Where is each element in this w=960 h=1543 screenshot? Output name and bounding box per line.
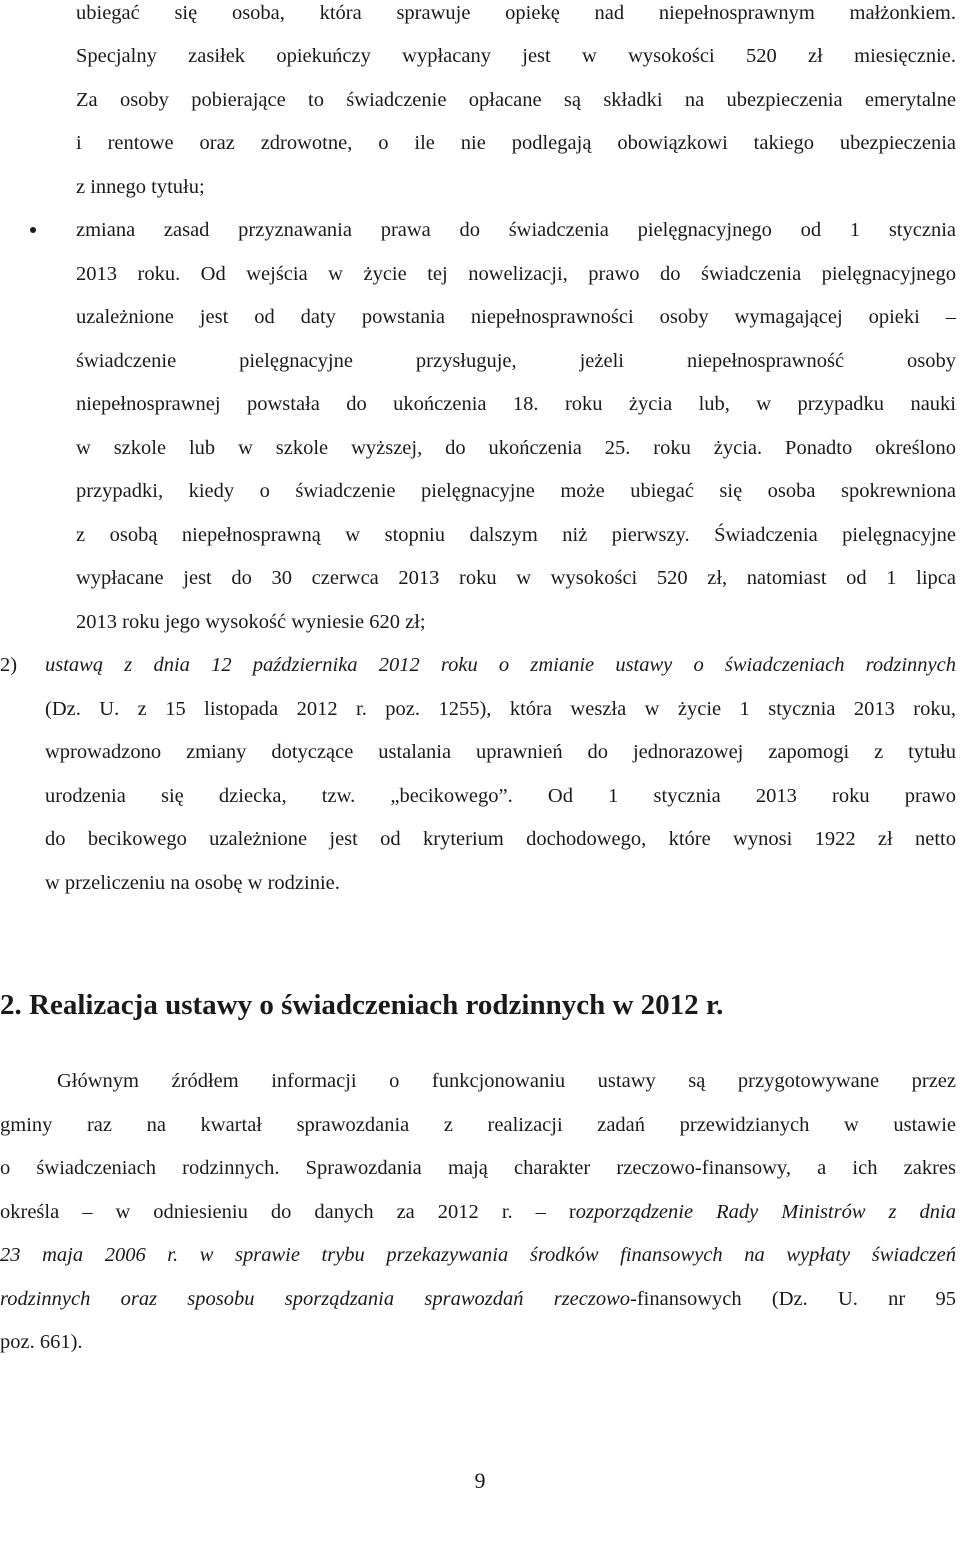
italic-span: rodzinnych oraz sposobu sporządzania sprawozdań rzeczowo bbox=[0, 1288, 631, 1310]
list-number: 2) bbox=[0, 654, 18, 676]
text-line: w szkole lub w szkole wyższej, do ukończenia 25. roku życia. Ponadto określono bbox=[76, 437, 956, 459]
text-line: poz. 661). bbox=[0, 1331, 83, 1353]
text-line: w przeliczeniu na osobę w rodzinie. bbox=[45, 872, 340, 894]
text-line: niepełnosprawnej powstała do ukończenia 18. roku życia lub, w przypadku nauki bbox=[76, 393, 956, 415]
text-line: do becikowego uzależnione jest od kryterium dochodowego, które wynosi 1922 zł netto bbox=[45, 828, 956, 850]
section-heading: 2. Realizacja ustawy o świadczeniach rodzinnych w 2012 r. bbox=[0, 989, 724, 1021]
text-line: przypadki, kiedy o świadczenie pielęgnacyjne może ubiegać się osoba spokrewniona bbox=[76, 480, 956, 502]
text-line: urodzenia się dziecka, tzw. „becikowego”. Od 1 stycznia 2013 roku prawo bbox=[45, 785, 956, 807]
text-line: 2013 roku. Od wejścia w życie tej nowelizacji, prawo do świadczenia pielęgnacyjnego bbox=[76, 263, 956, 285]
text-span: określa – w odniesieniu do danych za 2012 r. – r bbox=[0, 1201, 576, 1223]
text-line: uzależnione jest od daty powstania niepełnosprawności osoby wymagającej opieki – bbox=[76, 306, 956, 328]
text-line: z innego tytułu; bbox=[76, 176, 205, 198]
text-line: 2013 roku jego wysokość wyniesie 620 zł; bbox=[76, 611, 426, 633]
text-line: (Dz. U. z 15 listopada 2012 r. poz. 1255), która weszła w życie 1 stycznia 2013 roku, bbox=[45, 698, 956, 720]
bullet-icon bbox=[30, 227, 36, 233]
text-line: Głównym źródłem informacji o funkcjonowaniu ustawy są przygotowywane przez bbox=[57, 1070, 956, 1092]
text-line: Specjalny zasiłek opiekuńczy wypłacany jest w wysokości 520 zł miesięcznie. bbox=[76, 45, 956, 67]
text-line: gminy raz na kwartał sprawozdania z realizacji zadań przewidzianych w ustawie bbox=[0, 1114, 956, 1136]
italic-span: ozporządzenie Rady Ministrów z dnia bbox=[575, 1201, 956, 1223]
text-line: ustawą z dnia 12 października 2012 roku o zmianie ustawy o świadczeniach rodzinnych bbox=[45, 654, 956, 676]
text-line: świadczenie pielęgnacyjne przysługuje, jeżeli niepełnosprawność osoby bbox=[76, 350, 956, 372]
text-line: o świadczeniach rodzinnych. Sprawozdania mają charakter rzeczowo-finansowy, a ich zakres bbox=[0, 1157, 956, 1179]
text-line bbox=[0, 1199, 956, 1225]
text-line: zmiana zasad przyznawania prawa do świadczenia pielęgnacyjnego od 1 stycznia bbox=[76, 219, 956, 241]
text-line: ubiegać się osoba, która sprawuje opiekę nad niepełnosprawnym małżonkiem. bbox=[76, 2, 956, 24]
text-line bbox=[0, 1286, 956, 1312]
text-line: wypłacane jest do 30 czerwca 2013 roku w wysokości 520 zł, natomiast od 1 lipca bbox=[76, 567, 956, 589]
text-line: i rentowe oraz zdrowotne, o ile nie podlegają obowiązkowi takiego ubezpieczenia bbox=[76, 132, 956, 154]
text-span: -finansowych (Dz. U. nr 95 bbox=[630, 1288, 956, 1310]
page-number: 9 bbox=[474, 1468, 486, 1493]
text-line: 23 maja 2006 r. w sprawie trybu przekazywania środków finansowych na wypłaty świadczeń bbox=[0, 1244, 956, 1266]
text-line: wprowadzono zmiany dotyczące ustalania uprawnień do jednorazowej zapomogi z tytułu bbox=[45, 741, 956, 763]
text-line: z osobą niepełnosprawną w stopniu dalszym niż pierwszy. Świadczenia pielęgnacyjne bbox=[76, 524, 956, 546]
text-line: Za osoby pobierające to świadczenie opłacane są składki na ubezpieczenia emerytalne bbox=[76, 89, 956, 111]
